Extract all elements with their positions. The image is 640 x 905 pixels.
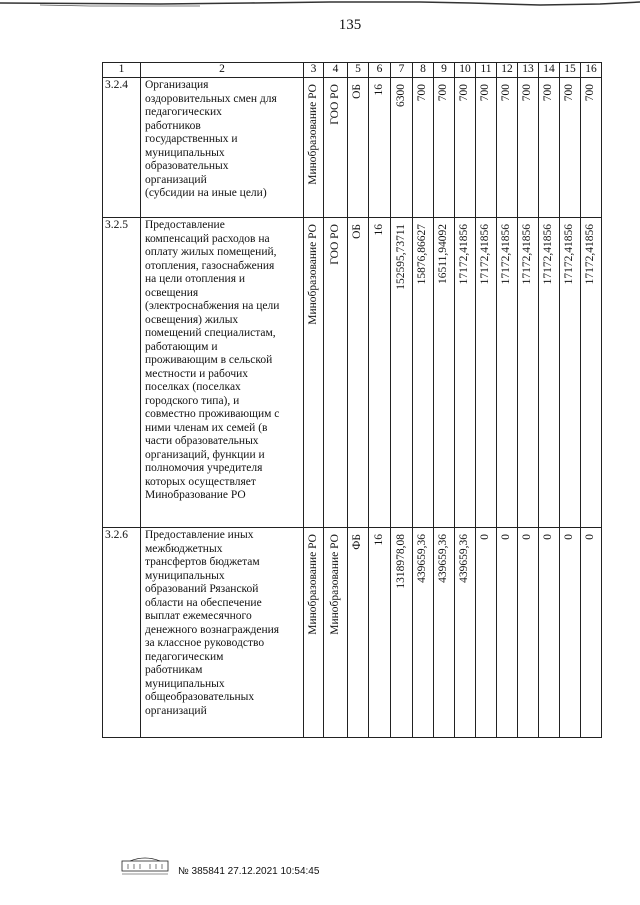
amount-cell	[413, 218, 434, 528]
column-header: 11	[476, 63, 497, 78]
amount-cell	[497, 78, 518, 218]
amount-cell-text: 700	[437, 84, 450, 102]
column-header: 4	[324, 63, 348, 78]
column-header: 3	[304, 63, 324, 78]
amount-cell-text: 439659,36	[437, 534, 450, 583]
description-line: на цели отопления и	[145, 273, 246, 285]
code-cell-text: 16	[372, 534, 385, 546]
description-line: за классное руководство	[145, 637, 265, 649]
co-executor	[324, 218, 348, 528]
column-number-row	[103, 63, 602, 78]
column-header: 13	[518, 63, 539, 78]
co-executor	[324, 528, 348, 738]
column-header: 9	[434, 63, 455, 78]
description-line: ними членам их семей (в	[145, 421, 268, 434]
row-number-text: 3.2.5	[105, 219, 128, 231]
column-header: 12	[497, 63, 518, 78]
amount-cell	[413, 78, 434, 218]
code-cell-text: 16	[372, 84, 385, 96]
description-line: освещения) жилых	[145, 313, 239, 326]
page-number: 135	[338, 17, 362, 33]
amount-cell	[497, 528, 518, 738]
amount-cell	[434, 528, 455, 738]
row-number-text: 3.2.4	[105, 79, 128, 91]
responsible-executor-text: Минобразование РО	[306, 224, 319, 325]
amount-cell-text: 17172,41856	[563, 224, 576, 285]
column-header: 6	[369, 63, 391, 78]
column-header: 16	[581, 63, 602, 78]
description-line: образовательных	[145, 160, 229, 172]
description-line: муниципальных	[145, 569, 225, 582]
description-line: межбюджетных	[145, 542, 223, 555]
row-number	[103, 528, 141, 738]
amount-cell-text: 6300	[394, 84, 407, 107]
co-executor-text: ГОО РО	[328, 224, 341, 265]
scan-edge-artifact	[0, 0, 640, 10]
code-cell	[369, 78, 391, 218]
code-cell-text: 16	[372, 224, 385, 236]
amount-cell	[391, 218, 413, 528]
amount-cell-text: 1318978,08	[394, 534, 407, 589]
description-line: работающим и	[145, 340, 218, 353]
description-line: освещения	[145, 286, 199, 299]
amount-cell	[560, 218, 581, 528]
description-line: работникам	[145, 664, 203, 676]
amount-cell	[476, 78, 497, 218]
amount-cell-text: 439659,36	[458, 534, 471, 583]
description-line: помещений специалистам,	[145, 327, 276, 339]
description-line: образований Рязанской	[145, 583, 259, 595]
amount-cell	[518, 78, 539, 218]
amount-cell-text: 700	[500, 84, 513, 102]
responsible-executor-text: Минобразование РО	[306, 534, 319, 635]
amount-cell	[413, 528, 434, 738]
amount-cell	[518, 528, 539, 738]
amount-cell-text: 700	[479, 84, 492, 102]
document-stamp: № 385841 27.12.2021 10:54:45	[178, 866, 320, 877]
description-line: местности и рабочих	[145, 367, 249, 380]
amount-cell-text: 0	[542, 534, 555, 540]
funding-source-text: ФБ	[351, 534, 364, 550]
amount-cell	[539, 528, 560, 738]
responsible-executor-text: Минобразование РО	[306, 84, 319, 185]
description-line: денежного вознаграждения	[145, 623, 280, 636]
amount-cell	[581, 528, 602, 738]
amount-cell-text: 439659,36	[416, 534, 429, 583]
description-line: (электроснабжения на цели	[145, 300, 280, 312]
amount-cell-text: 700	[584, 84, 597, 102]
funding-source	[348, 528, 369, 738]
amount-cell	[476, 218, 497, 528]
amount-cell	[539, 78, 560, 218]
amount-cell-text: 0	[584, 534, 597, 540]
amount-cell	[560, 528, 581, 738]
amount-cell-text: 16511,94092	[437, 224, 450, 284]
amount-cell	[497, 218, 518, 528]
column-header: 7	[391, 63, 413, 78]
description-line: Минобразование РО	[145, 489, 246, 501]
description-line: муниципальных	[145, 146, 225, 159]
description-line: проживающим в сельской	[145, 354, 273, 366]
column-header: 5	[348, 63, 369, 78]
row-number	[103, 218, 141, 528]
description-line: трансфертов бюджетам	[145, 556, 260, 568]
funding-source-text: ОБ	[351, 84, 364, 99]
amount-cell	[391, 78, 413, 218]
funding-source-text: ОБ	[351, 224, 364, 239]
description-line: отопления, газоснабжения	[145, 259, 275, 272]
amount-cell	[391, 528, 413, 738]
code-cell	[369, 528, 391, 738]
description-line: государственных и	[145, 133, 238, 145]
description-line: педагогическим	[145, 650, 224, 663]
co-executor	[324, 78, 348, 218]
amount-cell-text: 0	[563, 534, 576, 540]
amount-cell	[476, 528, 497, 738]
amount-cell	[434, 78, 455, 218]
electronic-document-logo	[120, 856, 170, 876]
co-executor-text: Минобразование РО	[328, 534, 341, 635]
amount-cell	[455, 78, 476, 218]
description-line: которых осуществляет	[145, 475, 256, 488]
amount-cell	[518, 218, 539, 528]
co-executor-text: ГОО РО	[328, 84, 341, 125]
description-line: полномочия учредителя	[145, 462, 263, 474]
row-description	[141, 528, 304, 738]
description-line: общеобразовательных	[145, 691, 255, 703]
amount-cell-text: 0	[521, 534, 534, 540]
amount-cell-text: 700	[563, 84, 576, 102]
code-cell	[369, 218, 391, 528]
description-line: муниципальных	[145, 677, 225, 690]
description-line: выплат ежемесячного	[145, 610, 252, 622]
description-line: оплату жилых помещений,	[145, 246, 277, 258]
amount-cell-text: 700	[416, 84, 429, 102]
funding-source	[348, 78, 369, 218]
amount-cell-text: 17172,41856	[500, 224, 513, 285]
column-header: 15	[560, 63, 581, 78]
amount-cell-text: 17172,41856	[521, 224, 534, 285]
table-row	[103, 78, 602, 218]
amount-cell	[434, 218, 455, 528]
description-line: области на обеспечение	[145, 596, 262, 609]
row-description	[141, 78, 304, 218]
row-number	[103, 78, 141, 218]
funding-source	[348, 218, 369, 528]
column-header: 8	[413, 63, 434, 78]
amount-cell-text: 17172,41856	[458, 224, 471, 285]
amount-cell	[455, 528, 476, 738]
amount-cell-text: 700	[458, 84, 471, 102]
amount-cell-text: 17172,41856	[479, 224, 492, 285]
amount-cell-text: 700	[521, 84, 534, 102]
row-description	[141, 218, 304, 528]
table-row	[103, 528, 602, 738]
amount-cell	[560, 78, 581, 218]
description-line: Предоставление иных	[145, 529, 254, 541]
amount-cell-text: 15876,86627	[416, 224, 429, 285]
description-line: Организация	[145, 79, 209, 91]
column-header: 2	[141, 63, 304, 78]
responsible-executor	[304, 218, 324, 528]
table-row	[103, 218, 602, 528]
description-line: (субсидии на иные цели)	[145, 187, 267, 199]
column-header: 10	[455, 63, 476, 78]
responsible-executor	[304, 78, 324, 218]
description-line: педагогических	[145, 106, 222, 118]
description-line: оздоровительных смен для	[145, 92, 277, 105]
amount-cell	[539, 218, 560, 528]
amount-cell	[581, 218, 602, 528]
amount-cell-text: 152595,73711	[394, 224, 407, 290]
description-line: организаций, функции и	[145, 448, 265, 461]
amount-cell-text: 17172,41856	[584, 224, 597, 285]
amount-cell-text: 17172,41856	[542, 224, 555, 285]
description-line: Предоставление	[145, 219, 225, 231]
budget-table	[102, 62, 602, 738]
amount-cell-text: 0	[479, 534, 492, 540]
description-line: поселках (поселках	[145, 381, 241, 393]
amount-cell	[581, 78, 602, 218]
amount-cell-text: 0	[500, 534, 513, 540]
description-line: городского типа), и	[145, 394, 240, 407]
amount-cell-text: 700	[542, 84, 555, 102]
description-line: компенсаций расходов на	[145, 232, 270, 245]
row-number-text: 3.2.6	[105, 529, 128, 541]
amount-cell	[455, 218, 476, 528]
description-line: работников	[145, 119, 201, 132]
column-header: 14	[539, 63, 560, 78]
description-line: организаций	[145, 173, 207, 186]
description-line: части образовательных	[145, 435, 259, 447]
responsible-executor	[304, 528, 324, 738]
column-header: 1	[103, 63, 141, 78]
description-line: совместно проживающим с	[145, 408, 280, 420]
description-line: организаций	[145, 704, 207, 717]
